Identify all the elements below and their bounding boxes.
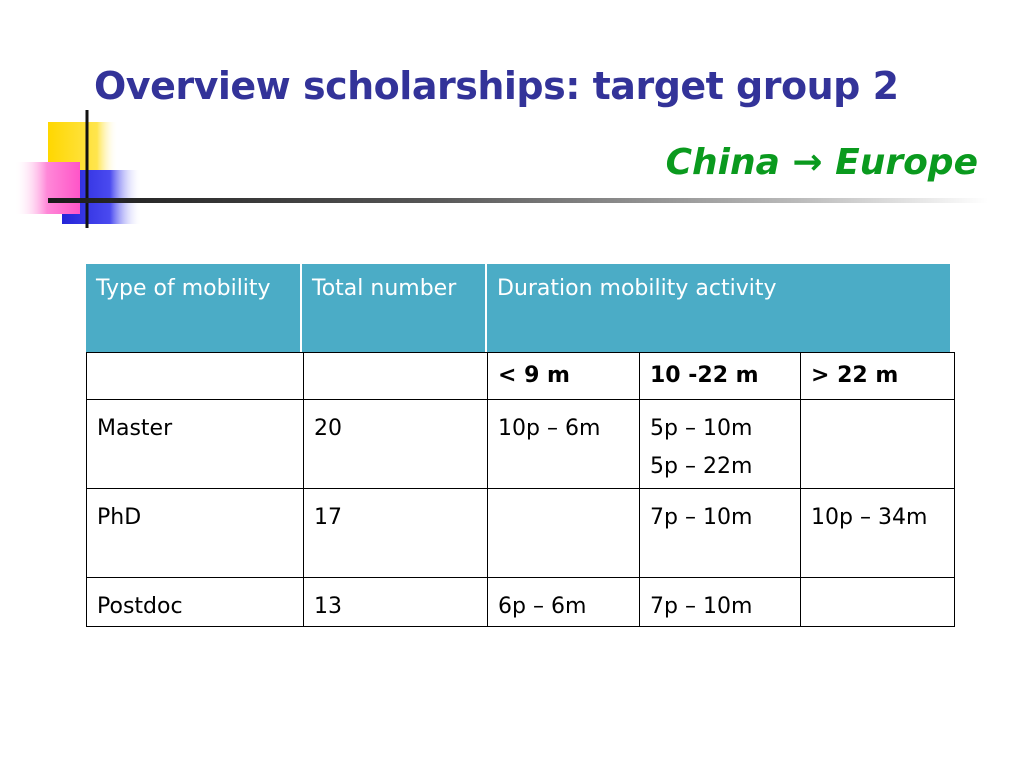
table-row xyxy=(87,400,955,489)
cell-line: 5p – 22m xyxy=(650,454,753,479)
cell-10-22m xyxy=(640,578,801,627)
cell-total: 13 xyxy=(304,578,488,627)
deco-pink-square xyxy=(14,162,80,214)
header-total-number: Total number xyxy=(302,264,487,352)
table-body xyxy=(86,352,955,627)
table-header-row xyxy=(86,264,950,352)
cell-type: Master xyxy=(87,400,304,489)
cell-lt-9m: 10p – 6m xyxy=(488,400,640,489)
subheader-gt-22m: > 22 m xyxy=(801,353,955,400)
cell-lt-9m: 6p – 6m xyxy=(488,578,640,627)
subheader-cell xyxy=(304,353,488,400)
header-type-of-mobility: Type of mobility xyxy=(86,264,302,352)
subheader-cell xyxy=(87,353,304,400)
cell-total: 20 xyxy=(304,400,488,489)
cell-10-22m xyxy=(640,400,801,489)
cell-gt-22m: 10p – 34m xyxy=(801,489,955,578)
cell-gt-22m xyxy=(801,578,955,627)
header-duration-mobility-activity: Duration mobility activity xyxy=(497,276,777,301)
cell-10-22m xyxy=(640,489,801,578)
slide-subtitle: China → Europe xyxy=(665,142,978,183)
cell-line: 7p – 10m xyxy=(650,505,753,530)
table-row xyxy=(87,578,955,627)
cell-total: 17 xyxy=(304,489,488,578)
cell-type: Postdoc xyxy=(87,578,304,627)
cell-type: PhD xyxy=(87,489,304,578)
decorative-corner-graphic xyxy=(0,0,160,240)
subheader-lt-9m: < 9 m xyxy=(488,353,640,400)
table-row xyxy=(87,489,955,578)
table-subheader-row xyxy=(87,353,955,400)
cell-line: 7p – 10m xyxy=(650,594,753,619)
title-divider xyxy=(48,198,988,203)
cell-lt-9m xyxy=(488,489,640,578)
cell-gt-22m xyxy=(801,400,955,489)
cell-line: 5p – 10m xyxy=(650,416,753,441)
slide-title: Overview scholarships: target group 2 xyxy=(94,64,899,108)
subheader-10-22m: 10 -22 m xyxy=(640,353,801,400)
